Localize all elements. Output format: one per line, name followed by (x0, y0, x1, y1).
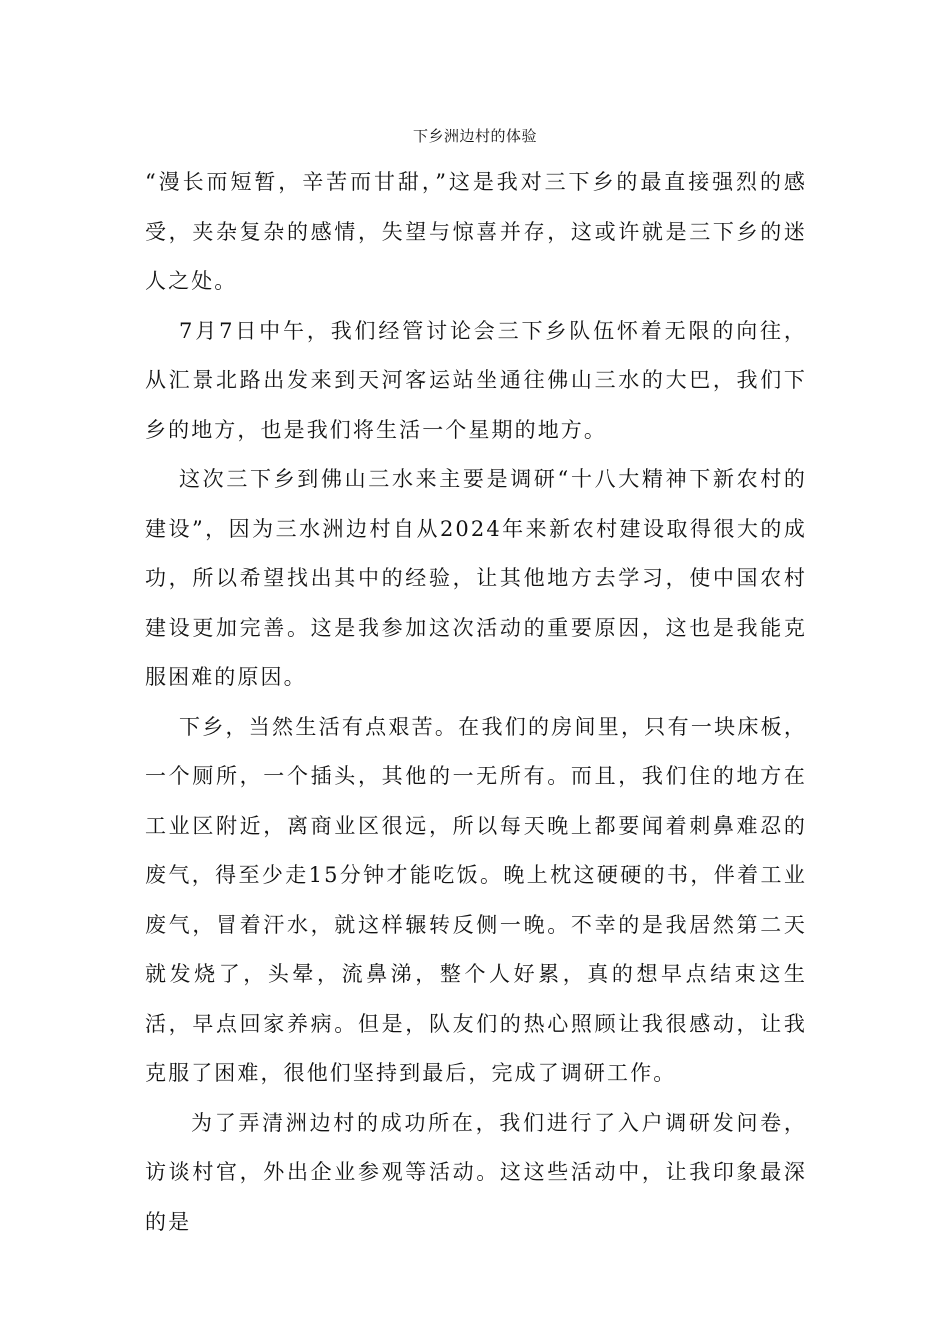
paragraph-5: 为了弄清洲边村的成功所在，我们进行了入户调研发问卷，访谈村官，外出企业参观等活动。这这些活动中，让我印象最深的是 (145, 1110, 807, 1234)
document-title: 下乡洲边村的体验 (412, 127, 537, 145)
paragraph-2: 7月7日中午，我们经管讨论会三下乡队伍怀着无限的向往，从汇景北路出发来到天河客运站坐通往佛山三水的大巴，我们下乡的地方，也是我们将生活一个星期的地方。 (145, 318, 807, 442)
paragraph-3: 这次三下乡到佛山三水来主要是调研“十八大精神下新农村的建设”，因为三水洲边村自从2024年来新农村建设取得很大的成功，所以希望找出其中的经验，让其他地方去学习，使中国农村建设更加完善。这是我参加这次活动的重要原因，这也是我能克服困难的原因。 (145, 467, 807, 689)
paragraph-4: 下乡，当然生活有点艰苦。在我们的房间里，只有一块床板，一个厕所，一个插头，其他的一无所有。而且，我们住的地方在工业区附近，离商业区很远，所以每天晚上都要闻着刺鼻难忍的废气，得至少走15分钟才能吃饭。晚上枕这硬硬的书，伴着工业废气，冒着汗水，就这样辗转反侧一晚。不幸的是我居然第二天就发烧了，头晕，流鼻涕，整个人好累，真的想早点结束这生活，早点回家养病。但是，队友们的热心照顾让我很感动，让我克服了困难，很他们坚持到最后，完成了调研工作。 (145, 714, 807, 1085)
document-body (145, 158, 807, 1247)
paragraph-1: “漫长而短暂，辛苦而甘甜，”这是我对三下乡的最直接强烈的感受，夹杂复杂的感情，失望与惊喜并存，这或许就是三下乡的迷人之处。 (145, 170, 807, 293)
